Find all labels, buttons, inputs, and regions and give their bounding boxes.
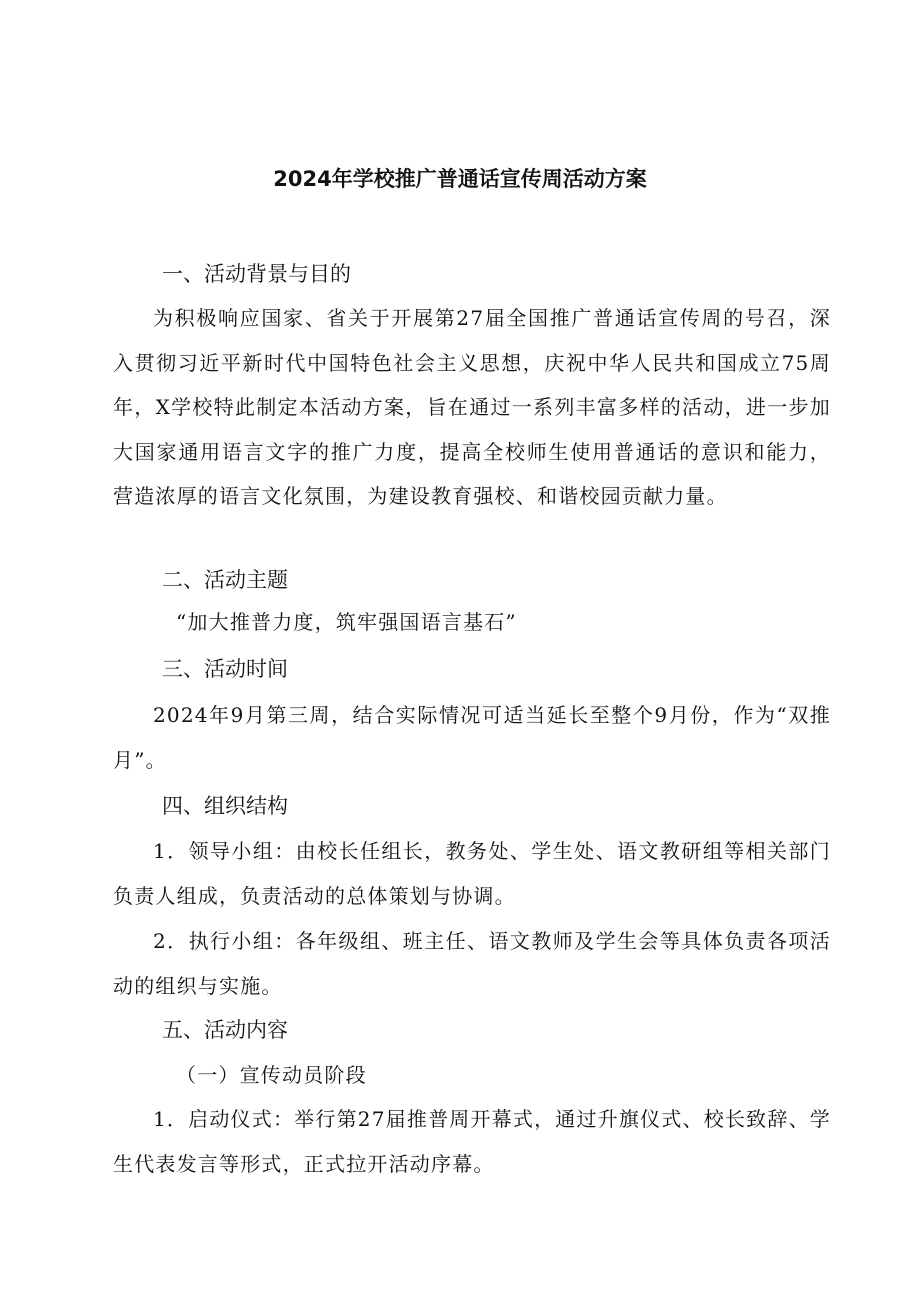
content-item-launch-ceremony: 1．启动仪式：举行第27届推普周开幕式，通过升旗仪式、校长致辞、学生代表发言等形式，正式拉开活动序幕。 (113, 1107, 831, 1176)
section-heading-background: 一、活动背景与目的 (162, 262, 351, 286)
section-paragraph-time: 2024年9月第三周，结合实际情况可适当延长至整个9月份，作为“双推月”。 (113, 703, 831, 772)
content-subheading-publicity: （一）宣传动员阶段 (176, 1063, 367, 1087)
organization-item-execution: 2．执行小组：各年级组、班主任、语文教师及学生会等具体负责各项活动的组织与实施。 (113, 929, 831, 998)
section-heading-content: 五、活动内容 (162, 1018, 288, 1042)
section-paragraph-background: 为积极响应国家、省关于开展第27届全国推广普通话宣传周的号召，深入贯彻习近平新时代中国特色社会主义思想，庆祝中华人民共和国成立75周年，X学校特此制定本活动方案，旨在通过一系列丰富多样的活动，进一步加大国家通用语言文字的推广力度，提高全校师生使用普通话的意识和能力，营造浓厚的语言文化氛围，为建设教育强校、和谐校园贡献力量。 (113, 306, 831, 509)
document-title: 2024年学校推广普通话宣传周活动方案 (273, 167, 647, 191)
section-heading-time: 三、活动时间 (162, 657, 288, 681)
section-heading-organization: 四、组织结构 (162, 794, 288, 818)
theme-text: “加大推普力度，筑牢强国语言基石” (176, 610, 517, 634)
organization-item-leadership: 1．领导小组：由校长任组长，教务处、学生处、语文教研组等相关部门负责人组成，负责活动的总体策划与协调。 (113, 839, 831, 908)
section-heading-theme: 二、活动主题 (162, 568, 288, 592)
